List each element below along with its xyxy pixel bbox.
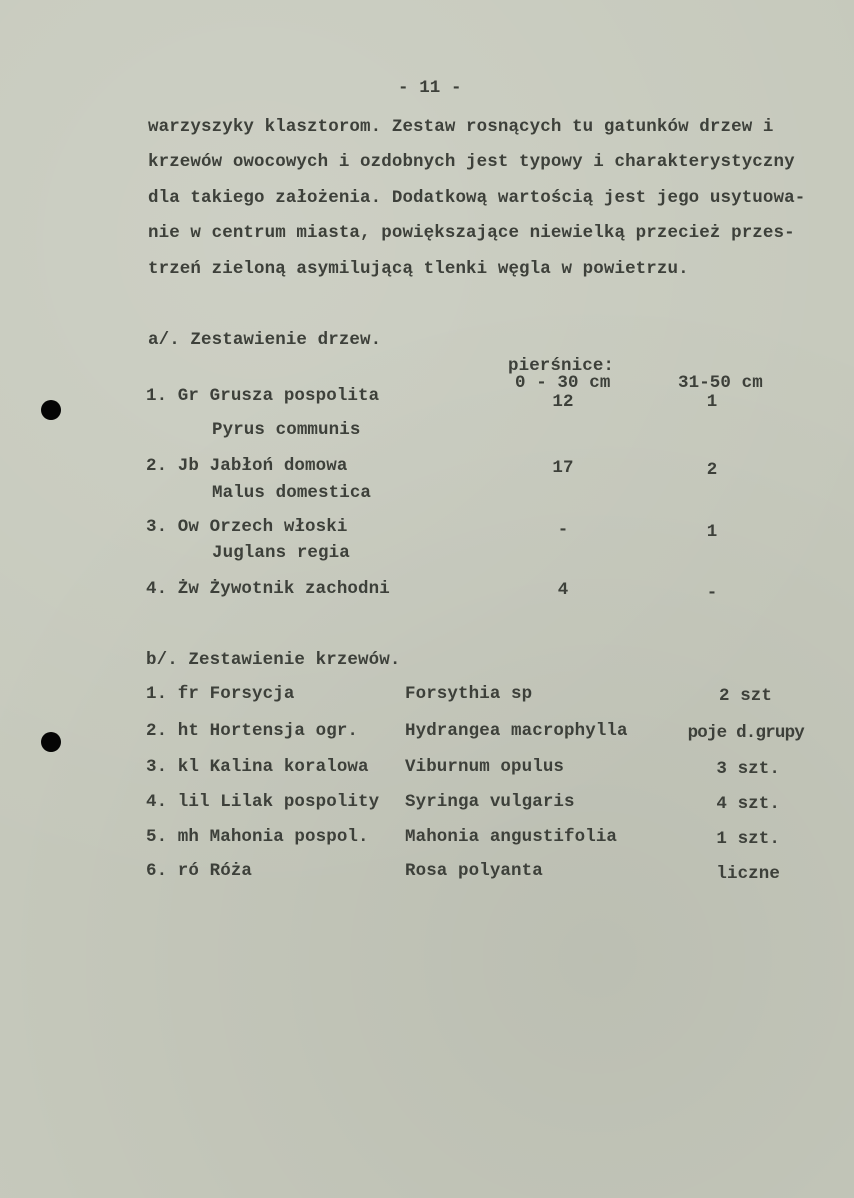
tree-count-0-30: - (557, 520, 569, 540)
shrub-quantity: 3 szt. (716, 759, 780, 779)
punch-hole (41, 400, 61, 420)
tree-count-31-50: 1 (706, 392, 718, 412)
shrub-latin: Rosa polyanta (405, 861, 543, 881)
tree-count-31-50: 2 (706, 460, 718, 480)
tree-latin: Juglans regia (212, 543, 350, 563)
tree-count-0-30: 12 (552, 392, 574, 412)
shrub-quantity: poje d.grupy (687, 723, 804, 743)
tree-name: 1. Gr Grusza pospolita (146, 386, 380, 406)
shrub-name: 5. mh Mahonia pospol. (146, 827, 369, 847)
paragraph-line: dla takiego założenia. Dodatkową wartością jest jego usytuowa- (148, 188, 806, 208)
shrub-name: 6. ró Róża (146, 861, 253, 881)
shrub-latin: Hydrangea macrophylla (405, 721, 628, 741)
shrub-quantity: 4 szt. (716, 794, 780, 814)
shrub-name: 4. lil Lilak pospolity (146, 792, 380, 812)
tree-count-31-50: - (706, 583, 718, 603)
paragraph-line: nie w centrum miasta, powiększające niewielką przecież przes- (148, 223, 795, 243)
tree-count-0-30: 17 (552, 458, 574, 478)
shrub-latin: Forsythia sp (405, 684, 533, 704)
tree-latin: Malus domestica (212, 483, 372, 503)
tree-name: 3. Ow Orzech włoski (146, 517, 348, 537)
trees-column-group: pierśnice: (508, 356, 615, 376)
shrub-name: 1. fr Forsycja (146, 684, 295, 704)
paragraph-line: warzyszyky klasztorom. Zestaw rosnących tu gatunków drzew i (148, 117, 774, 137)
trees-column-header: 0 - 30 cm (515, 373, 611, 393)
shrub-quantity: 1 szt. (716, 829, 780, 849)
shrubs-heading: b/. Zestawienie krzewów. (146, 650, 401, 670)
shrub-quantity: liczne (716, 864, 780, 884)
paragraph-line: krzewów owocowych i ozdobnych jest typowy i charakterystyczny (148, 152, 795, 172)
tree-count-31-50: 1 (706, 522, 718, 542)
trees-heading: a/. Zestawienie drzew. (148, 330, 382, 350)
shrub-latin: Syringa vulgaris (405, 792, 575, 812)
shrub-name: 3. kl Kalina koralowa (146, 757, 369, 777)
tree-name: 2. Jb Jabłoń domowa (146, 456, 348, 476)
tree-count-0-30: 4 (557, 580, 569, 600)
shrub-name: 2. ht Hortensja ogr. (146, 721, 359, 741)
tree-latin: Pyrus communis (212, 420, 361, 440)
punch-hole (41, 732, 61, 752)
trees-column-header: 31-50 cm (678, 373, 763, 393)
shrub-latin: Viburnum opulus (405, 757, 565, 777)
paragraph-line: trzeń zieloną asymilującą tlenki węgla w powietrzu. (148, 259, 689, 279)
tree-name: 4. Żw Żywotnik zachodni (146, 579, 390, 599)
shrub-quantity: 2 szt (718, 686, 772, 706)
shrub-latin: Mahonia angustifolia (405, 827, 618, 847)
page-number: - 11 - (398, 78, 462, 98)
